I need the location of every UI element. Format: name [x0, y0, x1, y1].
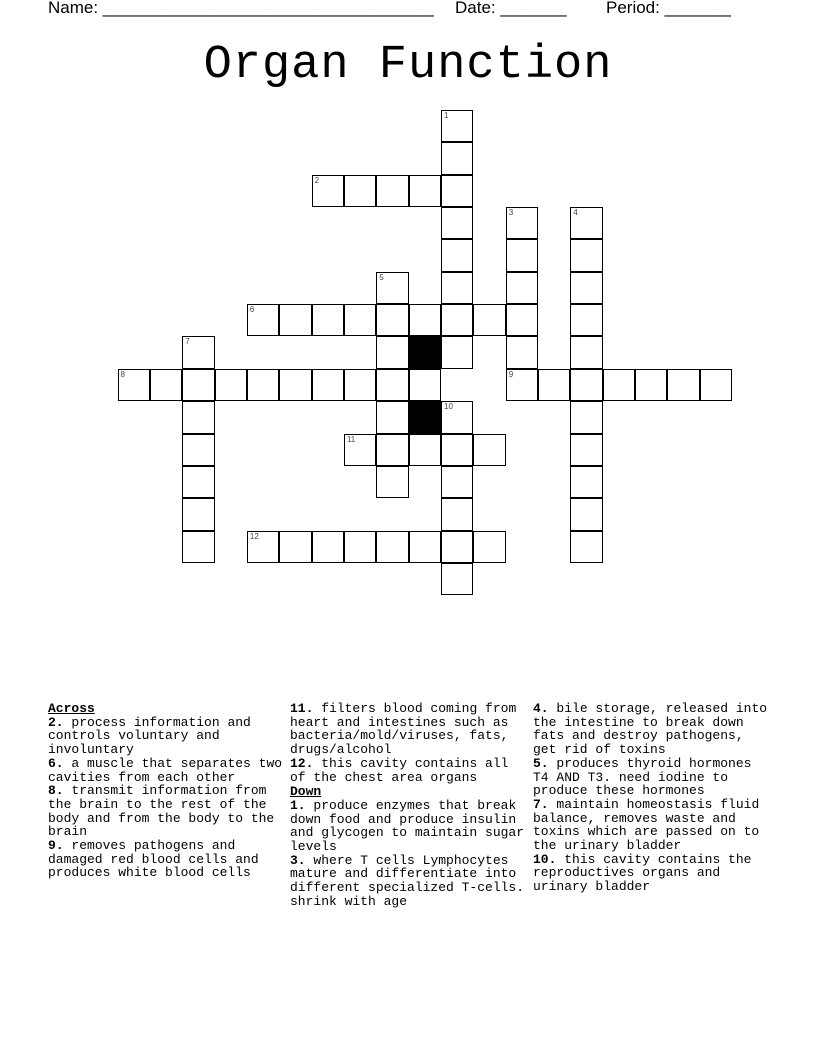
cell-number: 5 [379, 272, 384, 282]
grid-cell[interactable] [312, 175, 344, 207]
clue-across-8: 8. transmit information from the brain to the rest of the body and from the body to the brain [48, 783, 275, 840]
grid-cell[interactable] [506, 272, 538, 304]
cell-number: 6 [249, 305, 255, 315]
across-heading: Across [48, 701, 95, 716]
grid-cell[interactable] [506, 239, 538, 271]
date-field[interactable]: Date: _______ [455, 0, 567, 17]
grid-cell[interactable] [473, 531, 505, 563]
grid-cell[interactable] [441, 531, 473, 563]
cell-number: 12 [249, 531, 259, 541]
grid-cell[interactable] [182, 369, 214, 401]
grid-cell[interactable] [441, 239, 473, 271]
grid-cell[interactable] [344, 304, 376, 336]
grid-cell[interactable] [570, 272, 602, 304]
clue-down-3: 3. where T cells Lymphocytes mature and differentiate into different specialized T-cells. shrink with age [290, 852, 525, 909]
black-square [409, 336, 441, 368]
grid-cell[interactable] [441, 401, 473, 433]
grid-cell[interactable] [247, 304, 279, 336]
grid-cell[interactable] [376, 304, 408, 336]
grid-cell[interactable] [344, 434, 376, 466]
grid-cell[interactable] [570, 466, 602, 498]
grid-cell[interactable] [441, 563, 473, 595]
grid-cell[interactable] [182, 498, 214, 530]
clue-across-2: 2. process information and controls voluntary and involuntary [48, 714, 251, 758]
grid-cell[interactable] [441, 272, 473, 304]
grid-cell[interactable] [441, 175, 473, 207]
grid-cell[interactable] [538, 369, 570, 401]
grid-cell[interactable] [570, 239, 602, 271]
grid-cell[interactable] [215, 369, 247, 401]
grid-cell[interactable] [667, 369, 699, 401]
grid-cell[interactable] [635, 369, 667, 401]
grid-cell[interactable] [376, 466, 408, 498]
grid-cell[interactable] [473, 304, 505, 336]
grid-cell[interactable] [700, 369, 732, 401]
grid-cell[interactable] [506, 304, 538, 336]
grid-cell[interactable] [409, 175, 441, 207]
grid-cell[interactable] [570, 498, 602, 530]
grid-cell[interactable] [344, 369, 376, 401]
grid-cell[interactable] [247, 369, 279, 401]
clue-down-4: 4. bile storage, released into the intestine to break down fats and destroy pathogens, get rid of toxins [533, 701, 768, 758]
grid-cell[interactable] [376, 531, 408, 563]
grid-cell[interactable] [376, 401, 408, 433]
grid-cell[interactable] [182, 336, 214, 368]
cell-number: 11 [346, 434, 356, 444]
grid-cell[interactable] [312, 304, 344, 336]
grid-cell[interactable] [409, 369, 441, 401]
grid-cell[interactable] [150, 369, 182, 401]
clue-across-11: 11. filters blood coming from heart and intestines such as bacteria/mold/viruses, fats, drugs/alcohol [290, 701, 517, 758]
grid-cell[interactable] [570, 207, 602, 239]
cell-number: 10 [444, 402, 453, 412]
cell-number: 2 [314, 175, 320, 185]
name-field[interactable]: Name: ___________________________________ [48, 0, 434, 17]
grid-cell[interactable] [570, 401, 602, 433]
cell-number: 1 [444, 111, 449, 120]
grid-cell[interactable] [506, 207, 538, 239]
grid-cell[interactable] [376, 336, 408, 368]
grid-cell[interactable] [279, 304, 311, 336]
grid-cell[interactable] [376, 369, 408, 401]
grid-cell[interactable] [182, 531, 214, 563]
grid-cell[interactable] [441, 498, 473, 530]
grid-cell[interactable] [603, 369, 635, 401]
grid-cell[interactable] [409, 531, 441, 563]
grid-cell[interactable] [441, 304, 473, 336]
grid-cell[interactable] [441, 466, 473, 498]
grid-cell[interactable] [506, 369, 538, 401]
clue-down-1: 1. produce enzymes that break down food and produce insulin and glycogen to maintain sugar levels [290, 797, 525, 855]
grid-cell[interactable] [279, 531, 311, 563]
period-field[interactable]: Period: _______ [606, 0, 731, 17]
cell-number: 9 [508, 369, 514, 379]
grid-cell[interactable] [182, 466, 214, 498]
clue-across-9: 9. removes pathogens and damaged red blood cells and produces white blood cells [48, 838, 259, 881]
grid-cell[interactable] [376, 272, 408, 304]
grid-cell[interactable] [570, 336, 602, 368]
grid-cell[interactable] [506, 336, 538, 368]
clue-across-12: 12. this cavity contains all of the chest area organs [290, 755, 509, 785]
black-square [409, 401, 441, 433]
grid-cell[interactable] [570, 434, 602, 466]
grid-cell[interactable] [570, 369, 602, 401]
clues-column-1 [48, 702, 283, 880]
grid-cell[interactable] [247, 531, 279, 563]
puzzle-title: Organ Function [203, 39, 613, 92]
clue-down-5: 5. produces thyroid hormones T4 AND T3. need iodine to produce these hormones [533, 755, 752, 799]
cell-number: 8 [120, 369, 125, 379]
grid-cell[interactable] [312, 369, 344, 401]
grid-cell[interactable] [570, 304, 602, 336]
down-heading: Down [290, 784, 322, 800]
grid-cell[interactable] [312, 531, 344, 563]
cell-number: 7 [185, 337, 190, 347]
grid-cell[interactable] [473, 434, 505, 466]
grid-cell[interactable] [409, 434, 441, 466]
clue-down-10: 10. this cavity contains the reproductives organs and urinary bladder [533, 851, 752, 895]
grid-cell[interactable] [570, 531, 602, 563]
cell-number: 4 [573, 208, 578, 218]
cell-number: 3 [508, 208, 514, 218]
grid-cell[interactable] [344, 531, 376, 563]
clue-down-7: 7. maintain homeostasis fluid balance, removes waste and toxins which are passed on to the urinary bladder [533, 796, 760, 854]
clue-across-6: 6. a muscle that separates two cavities from each other [48, 755, 283, 785]
grid-cell[interactable] [441, 434, 473, 466]
clues-column-2 [290, 702, 525, 909]
grid-cell[interactable] [182, 434, 214, 466]
grid-cell[interactable] [344, 175, 376, 207]
grid-cell[interactable] [441, 142, 473, 174]
grid-cell[interactable] [409, 304, 441, 336]
grid-cell[interactable] [376, 175, 408, 207]
grid-cell[interactable] [441, 110, 473, 142]
grid-cell[interactable] [441, 336, 473, 368]
grid-cell[interactable] [118, 369, 150, 401]
grid-cell[interactable] [441, 207, 473, 239]
grid-cell[interactable] [279, 369, 311, 401]
grid-cell[interactable] [376, 434, 408, 466]
clues-column-3 [533, 702, 768, 894]
grid-cell[interactable] [182, 401, 214, 433]
